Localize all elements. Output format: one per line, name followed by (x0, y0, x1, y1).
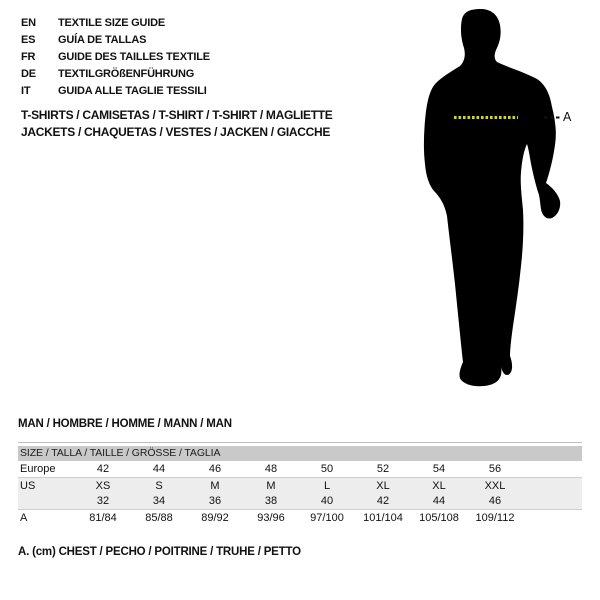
language-title: GUÍA DE TALLAS (58, 34, 147, 46)
size-value: XXL (484, 480, 506, 492)
size-table (18, 442, 582, 526)
category-jackets: JACKETS / CHAQUETAS / VESTES / JACKEN / GIACCHE (21, 125, 331, 139)
category-tshirts: T-SHIRTS / CAMISETAS / T-SHIRT / T-SHIRT / MAGLIETTE (21, 108, 333, 122)
size-value: 81/84 (89, 512, 117, 524)
size-value: 44 (432, 495, 446, 507)
size-value: 38 (264, 495, 278, 507)
row-label: A (20, 512, 28, 524)
size-value: 32 (96, 495, 110, 507)
language-row (21, 66, 210, 83)
language-list (21, 15, 210, 100)
size-value: 50 (320, 463, 334, 475)
size-value: 36 (208, 495, 222, 507)
language-code: IT (21, 85, 31, 97)
table-row-europe (18, 461, 582, 478)
measurement-footnote: A. (cm) CHEST / PECHO / POITRINE / TRUHE / PETTO (18, 546, 301, 558)
table-row-us-letters (18, 478, 582, 494)
size-value: 85/88 (145, 512, 173, 524)
size-value: 93/96 (257, 512, 285, 524)
language-title: TEXTILGRÖßENFÜHRUNG (58, 68, 195, 80)
language-row (21, 15, 210, 32)
size-value: XL (376, 480, 390, 492)
language-code: DE (21, 68, 36, 80)
size-value: 42 (96, 463, 110, 475)
table-row-us-numbers (18, 494, 582, 510)
section-title: MAN / HOMBRE / HOMME / MANN / MAN (18, 418, 232, 430)
row-label: US (20, 480, 36, 492)
size-value: 40 (320, 495, 334, 507)
language-row (21, 32, 210, 49)
size-value: 34 (152, 495, 166, 507)
size-value: 44 (152, 463, 166, 475)
size-value: 105/108 (419, 512, 459, 524)
size-value: 46 (488, 495, 502, 507)
size-value: 101/104 (363, 512, 403, 524)
size-value: M (266, 480, 276, 492)
man-silhouette-figure (400, 0, 600, 400)
man-silhouette (424, 9, 560, 386)
language-title: GUIDA ALLE TAGLIE TESSILI (58, 85, 207, 97)
size-value: 97/100 (310, 512, 344, 524)
language-row (21, 83, 210, 100)
size-value: M (210, 480, 220, 492)
size-value: S (155, 480, 163, 492)
table-top-rule (18, 442, 582, 443)
garment-categories (21, 107, 333, 141)
size-value: 56 (488, 463, 502, 475)
table-row-chest (18, 510, 582, 526)
language-code: ES (21, 34, 36, 46)
size-value: 52 (376, 463, 390, 475)
chest-measure-label: A (563, 110, 572, 124)
size-value: 46 (208, 463, 222, 475)
size-value: 48 (264, 463, 278, 475)
size-table-header: SIZE / TALLA / TAILLE / GRÖSSE / TAGLIA (18, 446, 582, 461)
size-value: 54 (432, 463, 446, 475)
language-title: GUIDE DES TAILLES TEXTILE (58, 51, 210, 63)
size-value: L (323, 480, 331, 492)
size-value: 89/92 (201, 512, 229, 524)
size-value: 109/112 (475, 512, 515, 524)
language-row (21, 49, 210, 66)
row-label: Europe (20, 463, 56, 475)
language-code: FR (21, 51, 36, 63)
size-value: XS (95, 480, 111, 492)
language-title: TEXTILE SIZE GUIDE (58, 17, 166, 29)
size-value: 42 (376, 495, 390, 507)
size-value: XL (432, 480, 446, 492)
language-code: EN (21, 17, 36, 29)
